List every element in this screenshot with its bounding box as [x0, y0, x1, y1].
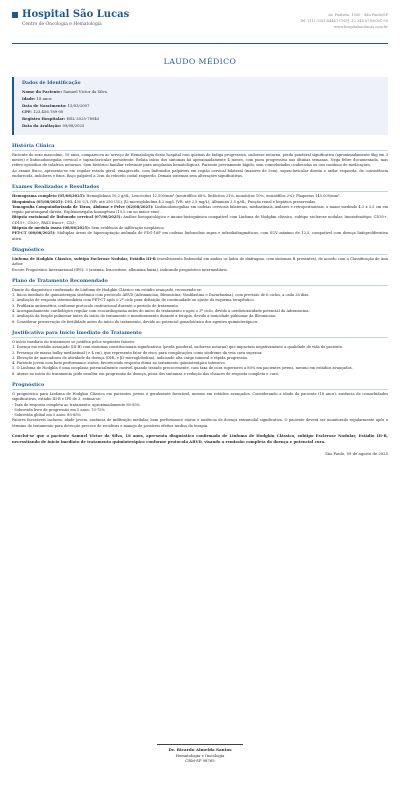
- treatment-item: 5. Avaliação da função pulmonar antes do início do tratamento e monitoramento durante a terapia, devido à toxicidade pulmonar da Bleomicina.: [12, 314, 277, 319]
- prognosis-item: - Sobrevida livre de progressão em 5 anos: 70-75%: [12, 407, 105, 412]
- justification-item: 4. Paciente jovem com bom performance status, favorecendo resposta ótima ao tratamento quimioterápico intensivo.: [12, 361, 226, 366]
- history-heading: História Clínica: [12, 143, 388, 151]
- signature-block: [0, 744, 400, 764]
- hospital-address: Av. Paulista, 1000 - São Paulo/SP: [328, 13, 388, 17]
- hospital-website[interactable]: www.hospitalsaolucas.com.br: [334, 25, 388, 29]
- identification-box: [12, 77, 388, 135]
- letterhead: [12, 0, 388, 43]
- doctor-name: Dr. Ricardo Almeida Santos: [168, 747, 232, 752]
- signature-line: [157, 744, 243, 745]
- exam-item: Biópsia de medula óssea (08/08/2025): Sem evidência de infiltração neoplásica.: [12, 226, 165, 231]
- treatment-item: 4. Acompanhamento cardiológico regular com ecocardiograma antes do início do tratamento e após o 3º ciclo, devido à cardiotoxicidade potencial da Adriamicina.: [12, 309, 310, 314]
- justification-heading: Justificativa para Início Imediato do Tratamento: [12, 330, 388, 338]
- id-row-age: Idade: 18 anos: [22, 95, 52, 101]
- hospital-subtitle: Centro de Oncologia e Hematologia: [22, 22, 102, 27]
- header-divider: [12, 43, 388, 44]
- prognosis-heading: Prognóstico: [12, 382, 388, 390]
- diagnosis-ips: Escore Prognóstico Internacional (IPS): 3 (anemia, leucocitose, albumina baixa), indicando prognóstico intermediário.: [12, 267, 228, 272]
- diagnosis-text: Linfoma de Hodgkin Clássico, subtipo Esclerose Nodular, Estádio III-B (envolvimento linfonodal em ambos os lados do diafragma, com sintomas B presentes), de acordo com a Classificação de Ann Arbor.: [12, 256, 388, 267]
- id-row-name: Nome do Paciente: Samuel Victor da Silva: [22, 89, 107, 94]
- history-paragraph-1: Paciente do sexo masculino, 18 anos, compareceu ao serviço de Hematologia deste hospital com queixas de fadiga progressiva, sudorese noturna, perda ponderal significativa (aproximadamente 8kg em 3 meses) e linfonodomegalia cervical e supraclavicular persistente. Relata início dos sintomas há aproximadamente 4 meses, com piora progressiva nas últimas semanas. Nega febre documentada, mas refere episódios de calafrios noturnos. Sem histórico familiar relevante para neoplasias hematológicas. Paciente previamente hígido, sem comorbidades conhecidas ou uso contínuo de medicações.: [12, 152, 388, 168]
- doctor-crm: CRM-SP 98765: [185, 758, 215, 764]
- prognosis-item: - Sobrevida global em 5 anos: 80-85%: [12, 413, 81, 418]
- exam-item: Bioquímica (05/08/2025): DHL 450 U/L (VR: até 250 U/L); β2-microglobulina 4,2 mg/L (VR: até 2,5 mg/L); Albumina 3,5 g/dL; Função renal e hepática preservadas.: [12, 199, 317, 204]
- exam-item: PET-CT (08/08/2025): Múltiplas áreas de hipercaptação anômala de FDG-18F em cadeias linfonodais supra e infradiafragmáticas, com SUV máximo de 12,5, compatível com doença linfoproliferativa ativa.: [12, 231, 389, 241]
- document-title: LAUDO MÉDICO: [163, 57, 237, 66]
- exam-item: Hemograma completo (05/08/2025): Hemoglobina 10,2 g/dL; Leucócitos 12.500/mm³ (neutrófilos 68%, linfócitos 21%, monócitos 10%, eosinófilos 2%); Plaquetas 145.000/mm³.: [12, 194, 341, 199]
- report-date: São Paulo, 09 de agosto de 2025: [325, 451, 388, 457]
- treatment-item: 2. Avaliação de resposta intermediária com PET-CT após o 2º ciclo para definição de continuidade ou ajuste do esquema terapêutico.: [12, 298, 255, 303]
- hospital-name: Hospital São Lucas: [22, 9, 130, 20]
- id-row-eval-date: Data da Avaliação: 09/08/2025: [22, 122, 85, 128]
- id-row-birthdate: Data de Nascimento: 15/03/2007: [22, 102, 90, 108]
- justification-item: 2. Presença de massa bulky mediastinal (> 4 cm), que representa fator de risco para complicações como síndrome da veia cava superior.: [12, 350, 263, 355]
- doctor-specialty: Hematologia e Oncologia: [175, 752, 225, 758]
- justification-item: 5. O Linfoma de Hodgkin é uma neoplasia potencialmente curável quando tratado precocemente, com taxa de cura superiores a 80% em pacientes jovens, mesmo em estádios avançados.: [12, 366, 353, 371]
- justification-item: 6. Atraso no início do tratamento pode resultar em progressão da doença, piora dos sintomas e redução das chances de resposta completa e cura.: [12, 371, 279, 376]
- hospital-logo-icon: [12, 12, 18, 18]
- prognosis-item: - Taxa de resposta completa ao tratamento: aproximadamente 80-85%: [12, 402, 141, 407]
- identification-heading: Dados de Identificação: [22, 81, 81, 86]
- id-row-record: Registro Hospitalar: HSL-2025-78945: [22, 116, 100, 122]
- prognosis-paragraph-1: O prognóstico para Linfoma de Hodgkin Clássico em pacientes jovens é geralmente favorável, mesmo em estádios avançados. Considerando a idade do paciente (18 anos), ausência de comorbidades significativas, estádio III-B e IPS de 3, estima-se:: [12, 391, 388, 402]
- exam-item: Tomografia Computadorizada de Tórax, Abdome e Pelve (02/08/2025): Linfonodomegalias em cadeias cervicais bilaterais, mediastinais, axilares e retroperitoneais, o maior medindo 4,2 x 3,5 cm em região paratraqueal direita. Esplenomegalia homogênea (15,5 cm no maior eixo).: [12, 204, 388, 215]
- justification-intro: O início imediato do tratamento se justifica pelos seguintes fatores:: [12, 339, 136, 344]
- treatment-item: 1. Início imediato de quimioterapia sistêmica com protocolo ABVD (Adriamicina, Bleomicina, Vimblastina e Dacarbazina), com previsão de 6 ciclos, a cada 28 dias.: [12, 293, 310, 298]
- exam-item: Biópsia excisional de linfonodo cervical (07/08/2025): Análise histopatológica e imuno-histoquímica compatível com Linfoma de Hodgkin clássico, subtipo esclerose nodular. Imunofenótipo: CD30+, CD15+, CD20-, PAX5 fraco+, CD3-.: [12, 215, 388, 225]
- prognosis-paragraph-2: Fatores favoráveis incluem: idade jovem, ausência de infiltração medular, bom performance status e ausência de doença extranodal significativa. O paciente deverá ser monitorado regularmente após o término do tratamento para detecção precoce de recidivas e manejo de possíveis efeitos tardios da terapia.: [12, 418, 388, 428]
- history-paragraph-2: Ao exame físico, apresenta-se em regular estado geral, emagrecido, com linfonodos palpáveis em região cervical bilateral (maiores de 3cm), supraclavicular direita e axilar esquerda, de consistência endurecida, indolores e fixos. Baço palpável a 2cm do rebordo costal esquerdo. Demais sistemas sem alterações significativas.: [12, 168, 388, 178]
- treatment-intro: Diante do diagnóstico confirmado de Linfoma de Hodgkin Clássico em estádio avançado, recomenda-se:: [12, 287, 202, 292]
- id-row-cpf: CPF: 123.456.789-00: [22, 109, 64, 115]
- contact-info: [300, 12, 388, 43]
- treatment-heading: Plano de Tratamento Recomendado: [12, 278, 388, 286]
- conclusion: Conclui-se que o paciente Samuel Victor da Silva, 18 anos, apresenta diagnóstico confirmado de Linfoma de Hodgkin Clássico, subtipo Esclerose Nodular, Estádio III-B, necessitando de início imediato de tratamento quimioterápico conforme protocolo ABVD, visando a remissão completa da doença e potencial cura.: [12, 433, 388, 444]
- treatment-item: 6. Considerar preservação de fertilidade antes do início do tratamento, devido ao potencial gonadotóxico dos agentes quimioterápicos.: [12, 319, 259, 324]
- hospital-phone: Tel: (11) 3333-4444 | CNPJ: 12.345.678/0001-90: [300, 19, 388, 23]
- justification-item: 3. Elevação de marcadores de atividade da doença (DHL e β2-microglobulina), indicando alta carga tumoral e rápida progressão.: [12, 355, 249, 360]
- justification-item: 1. Doença em estádio avançado (III-B) com sintomas constitucionais significativos (perda ponderal, sudorese noturna) que impactam negativamente a qualidade de vida do paciente.: [12, 345, 344, 350]
- diagnosis-heading: Diagnóstico: [12, 247, 388, 255]
- treatment-item: 3. Profilaxia antiemética conforme protocolo institucional durante o período de tratamento.: [12, 303, 180, 308]
- exams-heading: Exames Realizados e Resultados: [12, 184, 388, 192]
